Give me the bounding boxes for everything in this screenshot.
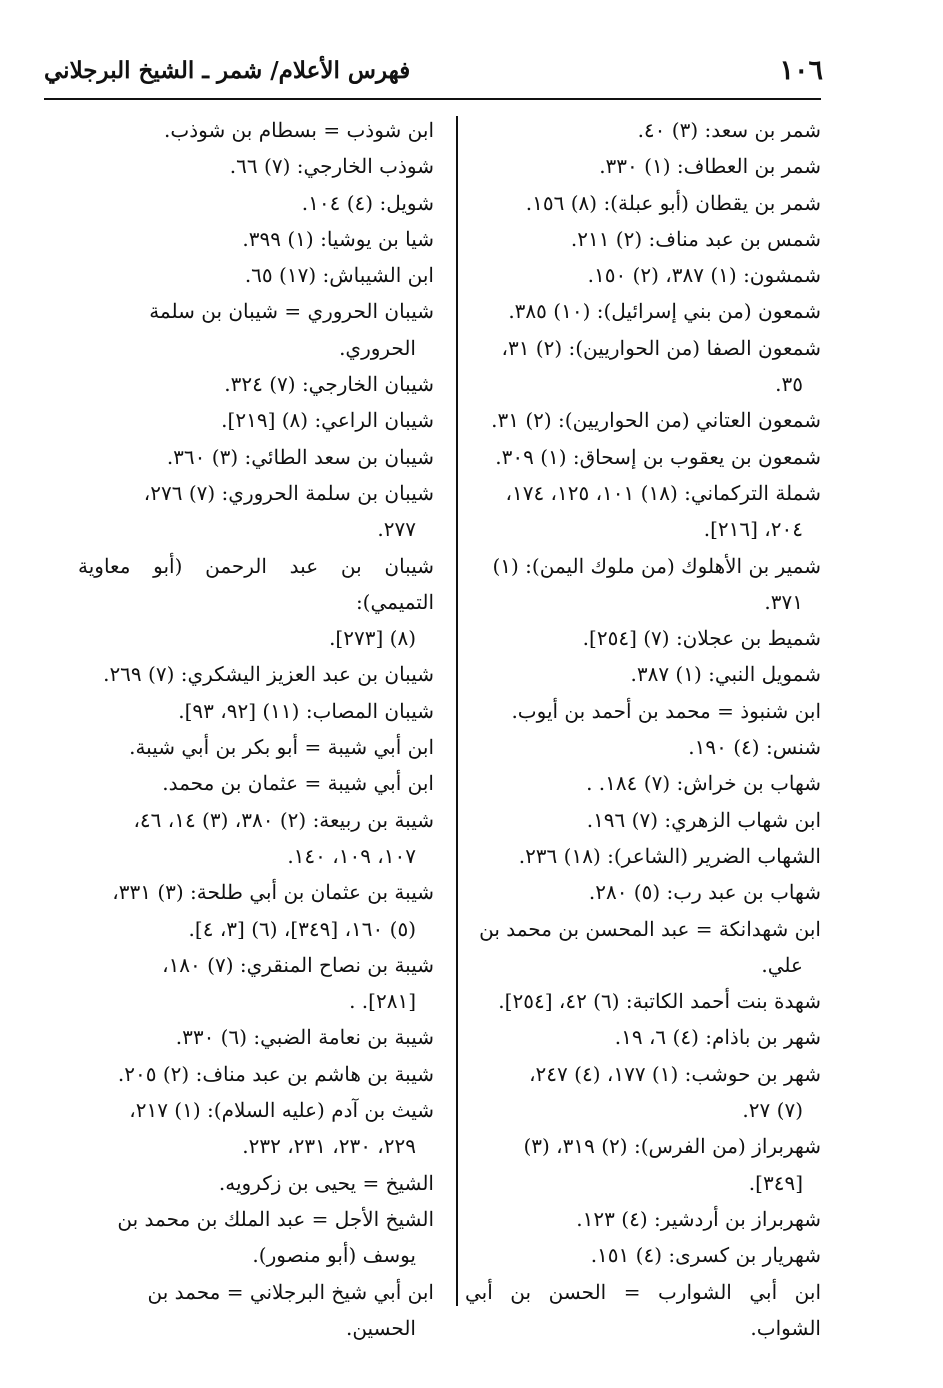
index-entry	[78, 1056, 434, 1092]
index-entry	[78, 112, 434, 148]
entry-continuation: ٣٥.	[775, 372, 803, 397]
index-entry	[465, 911, 821, 984]
entry-text: شيا بن يوشيا: (١) ٣٩٩.	[242, 226, 434, 251]
index-column-left	[78, 112, 434, 1346]
index-entry	[78, 693, 434, 729]
entry-text: شويل: (٤) ١٠٤.	[301, 190, 434, 215]
index-column-right	[465, 112, 821, 1346]
entry-continuation: الحسين.	[345, 1315, 416, 1340]
entry-text: شيبة بن نصاح المنقري: (٧) ١٨٠،	[162, 952, 434, 977]
index-entry	[78, 1165, 434, 1201]
entry-text: شمس بن عبد مناف: (٢) ٢١١.	[570, 226, 821, 251]
entry-text: شهاب بن خراش: (٧) ١٨٤. .	[586, 771, 821, 796]
index-entry	[465, 838, 821, 874]
index-entry	[78, 947, 434, 1020]
entry-text: شيبان الخارجي: (٧) ٣٢٤.	[224, 372, 434, 397]
entry-continuation: [٢٨١]. .	[349, 989, 416, 1014]
index-entry	[465, 1237, 821, 1273]
entry-text: شيبان بن سلمة الحروري: (٧) ٢٧٦،	[143, 480, 434, 505]
index-entry	[465, 475, 821, 548]
entry-text: شمعون العتاني (من الحواريين): (٢) ٣١.	[491, 408, 821, 433]
index-entry	[465, 548, 821, 621]
entry-text: شهريار بن كسرى: (٤) ١٥١.	[590, 1243, 821, 1268]
entry-continuation: [٣٤٩].	[748, 1170, 803, 1195]
entry-continuation: الحروري.	[339, 335, 416, 360]
entry-text: شيبان المصاب: (١١) [٩٢، ٩٣].	[178, 698, 434, 723]
entry-text: شمعون الصفا (من الحواريين): (٢) ٣١،	[501, 335, 821, 360]
index-entry	[78, 1092, 434, 1165]
entry-continuation: علي.	[761, 952, 803, 977]
index-entry	[78, 874, 434, 947]
entry-continuation: ٢٠٤، [٢١٦].	[703, 517, 803, 542]
entry-text: ابن أبي شيبة = عثمان بن محمد.	[162, 771, 434, 796]
index-entry	[465, 257, 821, 293]
page-number: ١٠٦	[779, 54, 823, 86]
index-entry	[465, 693, 821, 729]
index-entry	[465, 1201, 821, 1237]
entry-text: ابن أبي شيخ البرجلاني = محمد بن	[147, 1279, 434, 1304]
index-entry	[465, 802, 821, 838]
entry-continuation: ٢٢٩، ٢٣٠، ٢٣١، ٢٣٢.	[242, 1134, 416, 1159]
entry-text: شمر بن العطاف: (١) ٣٣٠.	[599, 154, 821, 179]
index-entry	[465, 221, 821, 257]
index-entry	[465, 185, 821, 221]
entry-continuation: (٨) [٢٧٣].	[329, 626, 416, 651]
entry-text: شهربراز (من الفرس): (٢) ٣١٩، (٣)	[523, 1134, 821, 1159]
entry-text: شميط بن عجلان: (٧) [٢٥٤].	[582, 626, 821, 651]
entry-text: ابن الشيباش: (١٧) ٦٥.	[244, 263, 434, 288]
index-entry	[78, 221, 434, 257]
index-entry	[465, 620, 821, 656]
entry-text: شيبان بن عبد العزيز اليشكري: (٧) ٢٦٩.	[103, 662, 434, 687]
entry-continuation: (٧) ٢٧.	[742, 1098, 803, 1123]
index-entry	[465, 1274, 821, 1347]
index-entry	[78, 293, 434, 366]
index-entry	[465, 402, 821, 438]
index-entry	[78, 548, 434, 657]
index-entry	[78, 765, 434, 801]
entry-continuation: (٥) ١٦٠، [٣٤٩]، (٦) [٣، ٤].	[188, 916, 416, 941]
entry-continuation: ٣٧١.	[764, 589, 803, 614]
index-entry	[465, 293, 821, 329]
column-divider	[456, 116, 458, 1306]
index-entry	[78, 1019, 434, 1055]
entry-text: الشيخ الأجل = عبد الملك بن محمد بن	[117, 1206, 434, 1231]
index-entry	[78, 257, 434, 293]
index-entry	[78, 802, 434, 875]
entry-text: شهربراز بن أردشير: (٤) ١٢٣.	[576, 1206, 821, 1231]
entry-text: ابن شوذب = بسطام بن شوذب.	[164, 118, 434, 142]
entry-text: الشهاب الضرير (الشاعر): (١٨) ٢٣٦.	[518, 843, 821, 868]
entry-text: شيبان بن سعد الطائي: (٣) ٣٦٠.	[166, 444, 434, 469]
index-entry	[78, 1201, 434, 1274]
index-entry	[465, 656, 821, 692]
index-entry	[465, 1128, 821, 1201]
entry-text: ابن أبي شيبة = أبو بكر بن أبي شيبة.	[129, 735, 434, 760]
index-entry	[78, 439, 434, 475]
entry-text: شهر بن باذام: (٤) ٦، ١٩.	[614, 1025, 821, 1050]
entry-continuation: ١٠٧، ١٠٩، ١٤٠.	[287, 843, 416, 868]
entry-text: شيث بن آدم (عليه السلام): (١) ٢١٧،	[129, 1098, 434, 1123]
running-title: فهرس الأعلام/ شمر ـ الشيخ البرجلاني	[44, 56, 411, 84]
entry-text: شوذب الخارجي: (٧) ٦٦.	[229, 154, 434, 179]
entry-text: شمر بن سعد: (٣) ٤٠.	[637, 118, 821, 142]
entry-text: شمر بن يقطان (أبو عبلة): (٨) ١٥٦.	[525, 190, 821, 215]
entry-text: ابن شهاب الزهري: (٧) ١٩٦.	[586, 807, 821, 832]
index-entry	[465, 148, 821, 184]
index-entry	[78, 366, 434, 402]
index-entry	[465, 439, 821, 475]
index-entry	[465, 1056, 821, 1129]
entry-text: شيبة بن نعامة الضبي: (٦) ٣٣٠.	[175, 1025, 434, 1050]
entry-text: شمشون: (١) ٣٨٧، (٢) ١٥٠.	[587, 263, 821, 288]
entry-text: شنس: (٤) ١٩٠.	[688, 735, 821, 760]
entry-text: شيبان الحروري = شيبان بن سلمة	[149, 299, 434, 324]
entry-text: شملة التركماني: (١٨) ١٠١، ١٢٥، ١٧٤،	[505, 480, 821, 505]
index-entry	[78, 148, 434, 184]
index-entry	[78, 475, 434, 548]
index-entry	[465, 983, 821, 1019]
entry-text: شيبة بن هاشم بن عبد مناف: (٢) ٢٠٥.	[117, 1061, 434, 1086]
entry-text: شيبان الراعي: (٨) [٢١٩].	[221, 408, 434, 433]
index-entry	[465, 874, 821, 910]
entry-text: الشيخ = يحيى بن زكرويه.	[218, 1170, 434, 1195]
entry-text: ابن شنبوذ = محمد بن أحمد بن أيوب.	[511, 698, 821, 723]
index-entry	[78, 729, 434, 765]
index-entry	[78, 1274, 434, 1347]
entry-continuation: ٢٧٧.	[377, 517, 416, 542]
index-entry	[465, 729, 821, 765]
header-rule	[44, 98, 821, 100]
index-entry	[78, 185, 434, 221]
entry-text: شيبة بن عثمان بن أبي طلحة: (٣) ٣٣١،	[112, 880, 434, 905]
entry-text: شيبان بن عبد الرحمن (أبو معاوية التميمي):	[78, 553, 434, 614]
entry-text: ابن شهدانكة = عبد المحسن بن محمد بن	[479, 916, 821, 941]
index-entry	[78, 656, 434, 692]
entry-text: شهر بن حوشب: (١) ١٧٧، (٤) ٢٤٧،	[529, 1061, 821, 1086]
index-entry	[78, 402, 434, 438]
index-entry	[465, 330, 821, 403]
entry-text: شهدة بنت أحمد الكاتبة: (٦) ٤٢، [٢٥٤].	[498, 989, 821, 1014]
index-entry	[465, 765, 821, 801]
entry-text: ابن أبي الشوارب = الحسن بن أبي الشواب.	[465, 1279, 821, 1340]
entry-text: شمويل النبي: (١) ٣٨٧.	[630, 662, 821, 687]
index-entry	[465, 1019, 821, 1055]
page-header	[44, 44, 823, 96]
entry-text: شهاب بن عبد رب: (٥) ٢٨٠.	[588, 880, 821, 905]
entry-text: شمير بن الأهلوك (من ملوك اليمن): (١)	[492, 553, 821, 578]
entry-text: شمعون (من بني إسرائيل): (١٠) ٣٨٥.	[508, 299, 821, 324]
entry-continuation: يوسف (أبو منصور).	[252, 1243, 416, 1268]
entry-text: شيبة بن ربيعة: (٢) ٣٨٠، (٣) ١٤، ٤٦،	[133, 807, 434, 832]
entry-text: شمعون بن يعقوب بن إسحاق: (١) ٣٠٩.	[495, 444, 821, 469]
index-entry	[465, 112, 821, 148]
